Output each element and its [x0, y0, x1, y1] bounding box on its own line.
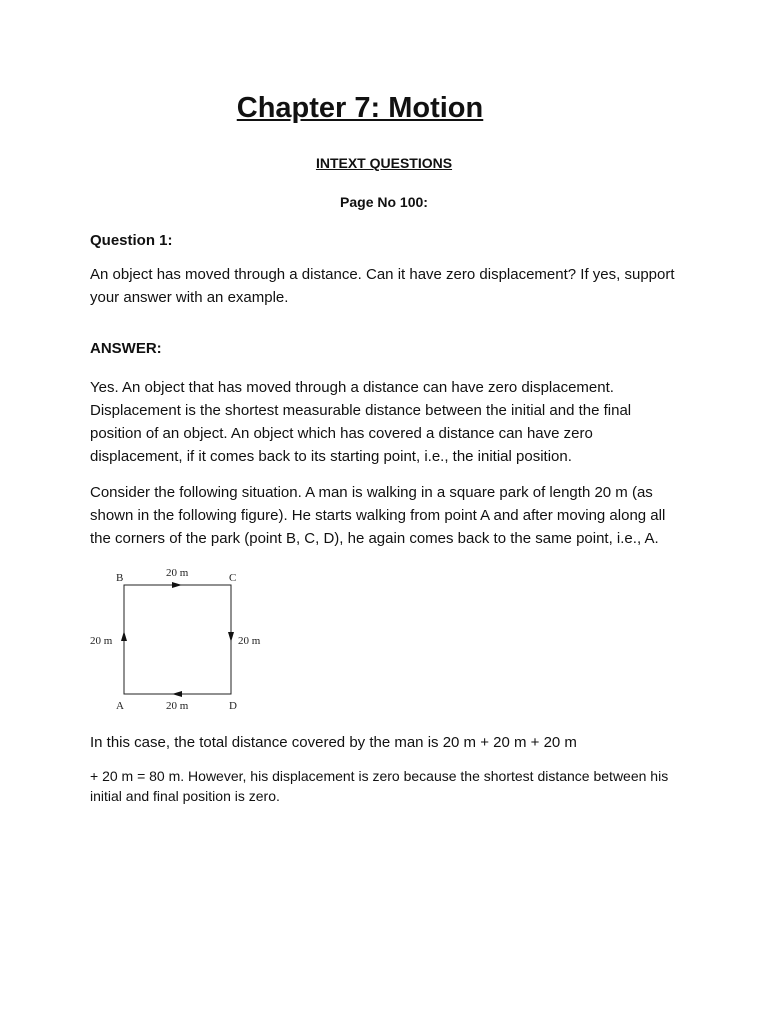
square-path-figure [84, 564, 274, 714]
corner-label-d: D [229, 700, 237, 712]
answer-heading: ANSWER: [90, 340, 162, 357]
question-heading: Question 1: [90, 232, 173, 249]
answer-paragraph-1: Yes. An object that has moved through a distance can have zero displacement. Displacement is the shortest measurable distance between the initial and the final position of an object. An object which has covered a distance can have zero displacement, if it comes back to its starting point, i.e., the initial position. [90, 379, 632, 465]
page-number-heading: Page No 100: [340, 194, 428, 210]
side-label-bottom: 20 m [166, 700, 189, 712]
answer-paragraph-3: In this case, the total distance covered by the man is 20 m + 20 m + 20 m [90, 734, 577, 751]
corner-label-b: B [116, 572, 124, 584]
side-label-left: 20 m [90, 635, 113, 647]
answer-paragraph-4: + 20 m = 80 m. However, his displacement is zero because the shortest distance between his initial and final position is zero. [90, 768, 669, 804]
arrow-down-icon [228, 632, 234, 642]
answer-paragraph-2: Consider the following situation. A man is walking in a square park of length 20 m (as shown in the following figure). He starts walking from point A and after moving along all the corners of the park (point B, C, D), he again comes back to the same point, i.e., A. [90, 484, 666, 547]
arrow-left-icon [172, 691, 182, 697]
side-label-top: 20 m [166, 567, 189, 579]
side-label-right: 20 m [238, 635, 261, 647]
section-title: INTEXT QUESTIONS [315, 155, 453, 171]
corner-label-c: C [229, 572, 237, 584]
square-park-outline [124, 585, 231, 694]
arrow-up-icon [121, 631, 127, 641]
chapter-title: Chapter 7: Motion [236, 92, 484, 124]
corner-label-a: A [116, 700, 124, 712]
arrow-right-icon [172, 582, 182, 588]
question-text: An object has moved through a distance. Can it have zero displacement? If yes, support your answer with an example. [90, 266, 675, 306]
